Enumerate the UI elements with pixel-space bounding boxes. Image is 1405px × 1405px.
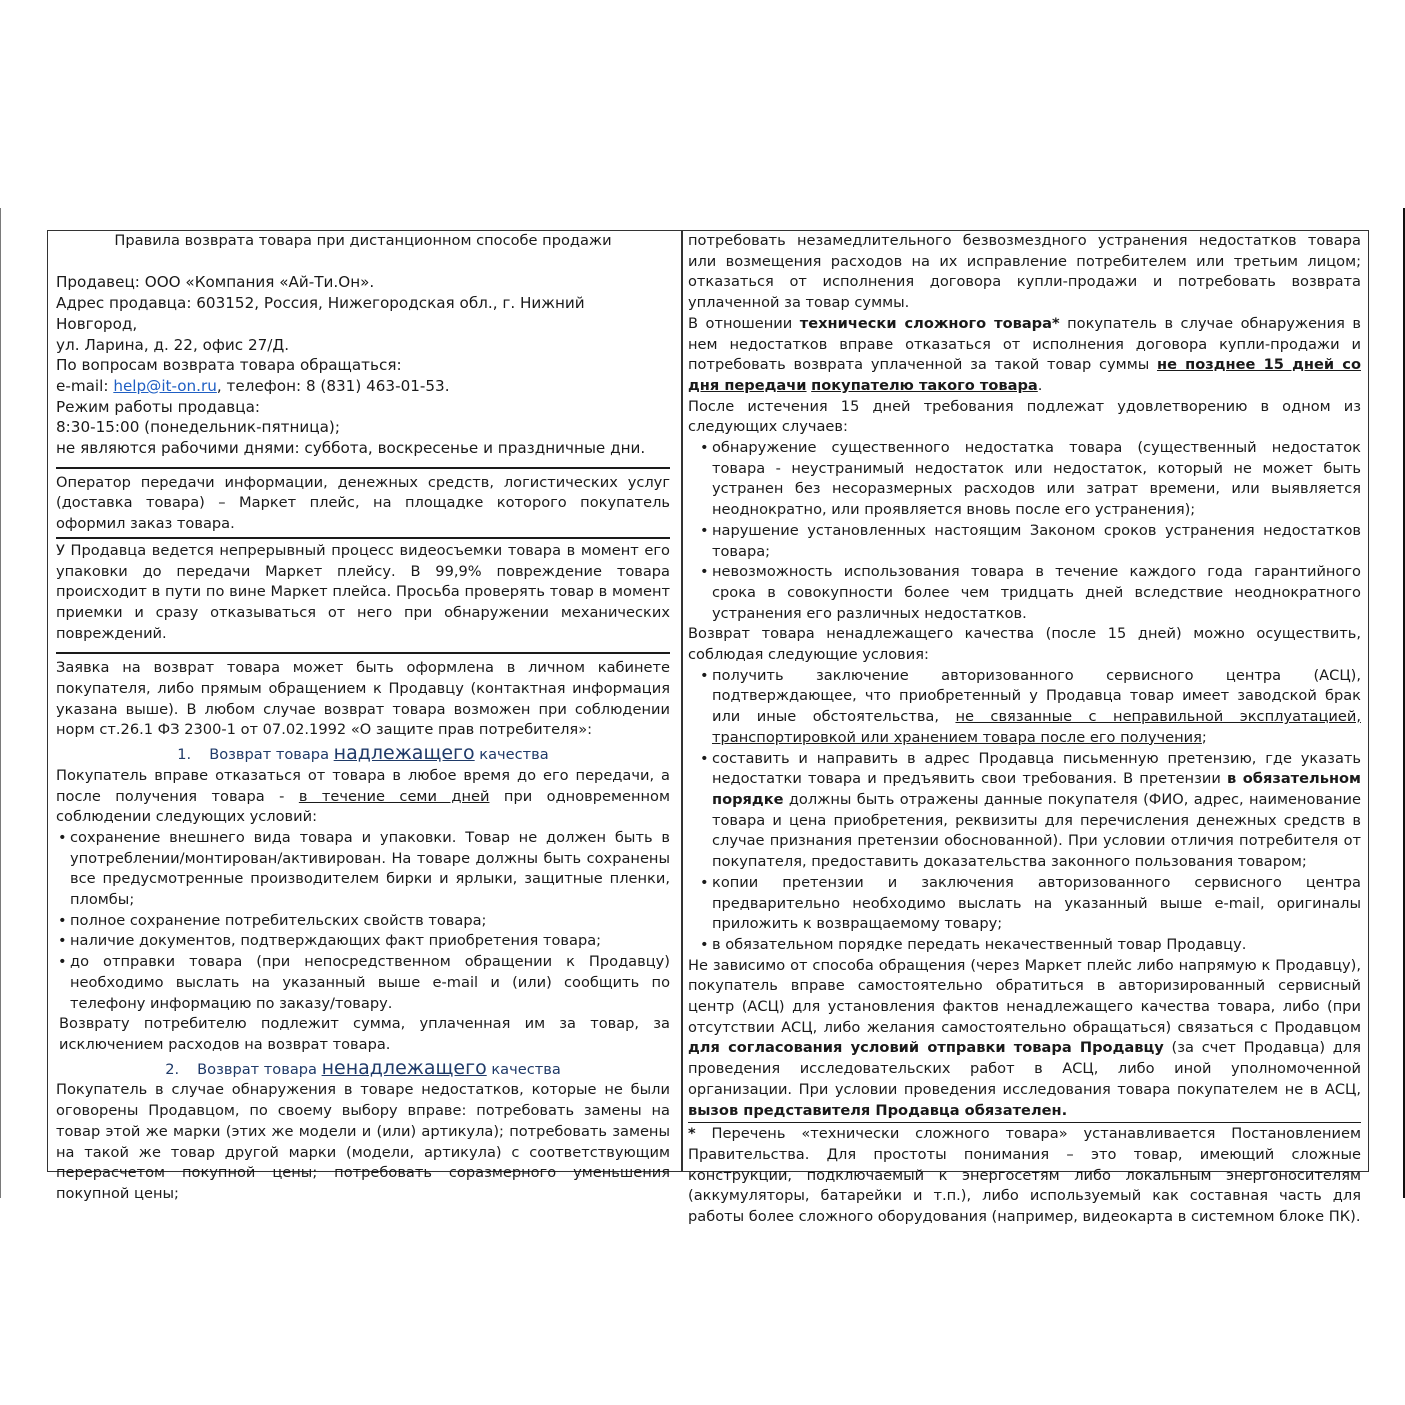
section-2-number: 2. — [165, 1060, 180, 1078]
column-divider — [681, 231, 683, 1171]
seller-address-1: Адрес продавца: 603152, Россия, Нижегородская обл., г. Нижний Новгород, — [56, 294, 585, 333]
conditions-list — [688, 666, 1361, 956]
cond2-c: должны быть отражены данные покупателя (ФИО, адрес, наименование товара и цена приобретения, реквизиты для перечисления денежных средств в случае признания претензии обоснованной). При условии отличия потребителя от покупателя, предоставить доказательства законного пользования товаром; — [712, 790, 1361, 871]
cond1-underlined: не связанные с неправильной эксплуатацией, транспортировкой или хранением товара после его получения — [712, 708, 1361, 746]
section-1-post: качества — [474, 746, 549, 764]
section-2-keyword: ненадлежащего — [321, 1056, 487, 1079]
list-item: • обнаружение существенного недостатка товара (существенный недостаток товара - неустранимый недостаток или недостаток, который не может быть устранен без несоразмерных расходов или затрат времени, или выявляется неоднократно, или проявляется вновь после его устранения); — [698, 438, 1361, 521]
list-item: • нарушение установленных настоящим Законом сроков устранения недостатков товара; — [698, 521, 1361, 562]
right-p3: После истечения 15 дней требования подлежат удовлетворению в одном из следующих случаев: — [688, 397, 1361, 436]
contact-line — [56, 376, 670, 397]
footnote-text: Перечень «технически сложного товара» устанавливается Постановлением Правительства. Для простоты понимания – это товар, имеющий сложные конструкции, подключаемый к энергосетям либо локальным энергоносителям (аккумуляторы, батарейки и т.п.), либо используемый как составная часть для работы более сложного оборудования (например, видеокарта в системном блоке ПК). — [688, 1125, 1361, 1226]
list-item: • наличие документов, подтверждающих факт приобретения товара; — [56, 931, 670, 952]
cond2-a: составить и направить в адрес Продавца письменную претензию, где указать недостатки товара и предъявить свои требования. В претензии — [712, 749, 1361, 788]
left-column — [56, 231, 670, 1205]
page-edge-left — [0, 208, 1, 1198]
video-text: У Продавца ведется непрерывный процесс видеосъемки товара в момент его упаковки до передачи Маркет плейсу. В 99,9% повреждение товара происходит в пути по вине Маркет плейса. Просьба проверять товар в момент приемки и сразу отказываться от него при обнаружении механических повреждений. — [56, 541, 670, 642]
right-p4: Возврат товара ненадлежащего качества (после 15 дней) можно осуществить, соблюдая следующие условия: — [688, 625, 1361, 664]
section-1-number: 1. — [177, 746, 192, 764]
hours: 8:30-15:00 (понедельник-пятница); — [56, 418, 340, 437]
list-item: • сохранение внешнего вида товара и упаковки. Товар не должен быть в употреблении/монтирован/активирован. На товаре должны быть сохранены все предусмотренные производителем бирки и ярлыки, защитные пленки, пломбы; — [56, 828, 670, 911]
separator — [56, 652, 670, 654]
seller-name: Продавец: ООО «Компания «Ай-Ти.Он». — [56, 273, 375, 292]
list-item: • полное сохранение потребительских свойств товара; — [56, 911, 670, 932]
p2-a: В отношении — [688, 314, 800, 332]
footnote-mark: * — [688, 1125, 696, 1143]
cond2-bold: в обязательном порядке — [712, 770, 1361, 808]
hours-title: Режим работы продавца: — [56, 397, 260, 416]
operator-text: Оператор передачи информации, денежных средств, логистических услуг (доставка товара) – Маркет плейс, на площадке которого покупатель оформил заказ товара. — [56, 473, 670, 533]
p5-bold-2: вызов представителя Продавца обязателен. — [688, 1101, 1068, 1119]
seller-info — [56, 272, 670, 458]
p5-a: Не зависимо от способа обращения (через Маркет плейс либо напрямую к Продавцу), покупатель вправе самостоятельно обратиться в авторизированный сервисный центр (АСЦ) для установления фактов ненадлежащего качества товара, либо (при отсутствии АСЦ, либо желания самостоятельно обращаться) связаться с Продавцом — [688, 956, 1361, 1036]
cond1-c: ; — [1201, 728, 1207, 746]
separator — [56, 467, 670, 469]
complex-goods-term: технически сложного товара* — [799, 314, 1060, 332]
section-1-intro — [56, 766, 670, 828]
fifteen-days-term: не позднее 15 дней со дня передачи — [688, 356, 1361, 394]
section-2-pre: Возврат товара — [197, 1060, 322, 1078]
section-1-intro-b: при одновременном соблюдении следующих условий: — [56, 787, 670, 826]
p5-bold-1: для согласования условий отправки товара Продавцу — [688, 1039, 1164, 1057]
list-item: • в обязательном порядке передать некачественный товар Продавцу. — [698, 935, 1361, 956]
p2-f: . — [1037, 376, 1043, 394]
cases-list — [688, 438, 1361, 624]
list-item — [698, 749, 1361, 873]
claim-text: Заявка на возврат товара может быть оформлена в личном кабинете покупателя, либо прямым обращением к Продавцу (контактная информация указана выше). В любом случае возврат товара возможен при соблюдении норм ст.26.1 ФЗ 2300-1 от 07.02.1992 «О защите прав потребителя»: — [56, 659, 670, 739]
section-1-keyword: надлежащего — [333, 742, 475, 765]
cond1-a: получить заключение авторизованного сервисного центра (АСЦ), подтверждающее, что приобретенный у Продавца товар имеет заводской брак или иные обстоятельства, — [712, 666, 1361, 726]
seller-address-2: ул. Ларина, д. 22, офис 27/Д. — [56, 335, 290, 354]
section-1-pre: Возврат товара — [209, 746, 334, 764]
p2-c: покупатель в случае обнаружения в нем недостатков вправе отказаться от исполнения договора купли-продажи и потребовать возврата уплаченной за такой товар суммы — [688, 314, 1361, 374]
separator — [56, 537, 670, 539]
right-column — [688, 231, 1361, 1228]
right-p5 — [688, 956, 1361, 1122]
seven-days-term: в течение семи дней — [298, 787, 490, 805]
contact-intro: По вопросам возврата товара обращаться: — [56, 356, 402, 375]
page-title: Правила возврата товара при дистанционном способе продажи — [114, 232, 612, 249]
fifteen-days-term-2: покупателю такого товара — [811, 376, 1038, 394]
section-2-post: качества — [486, 1060, 561, 1078]
email-link[interactable]: help@it-on.ru — [113, 376, 217, 395]
days-off: не являются рабочими днями: суббота, воскресенье и праздничные дни. — [56, 439, 646, 458]
complex-goods-paragraph — [688, 314, 1361, 397]
separator — [688, 1122, 1361, 1123]
refund-text: Возврату потребителю подлежит сумма, уплаченная им за товар, за исключением расходов на возврат товара. — [59, 1015, 670, 1053]
list-item — [698, 666, 1361, 749]
section-1-conditions — [56, 828, 670, 1014]
list-item: • копии претензии и заключения авторизованного сервисного центра предварительно необходимо выслать на указанный выше e-mail, оригиналы приложить к возвращаемому товару; — [698, 873, 1361, 935]
section-1-intro-a: Покупатель вправе отказаться от товара в любое время до его передачи, а после получения товара - — [56, 766, 670, 805]
email-prefix: e-mail: — [56, 376, 114, 395]
section-2-text: Покупатель в случае обнаружения в товаре недостатков, которые не были оговорены Продавцом, по своему выбору вправе: потребовать замены на товар этой же марки (этих же модели и (или) артикула); потребовать замены на такой же товар другой марки (модели, артикула) с соответствующим перерасчетом покупной цены; потребовать соразмерного уменьшения покупной цены; — [56, 1081, 670, 1202]
document-frame — [47, 230, 1369, 1226]
footnote — [688, 1124, 1361, 1228]
list-item: • до отправки товара (при непосредственном обращении к Продавцу) необходимо выслать на указанный выше e-mail и (или) сообщить по телефону информацию по заказу/товару. — [56, 952, 670, 1014]
phone: , телефон: 8 (831) 463-01-53. — [216, 376, 450, 395]
list-item: • невозможность использования товара в течение каждого года гарантийного срока в совокупности более чем тридцать дней вследствие неоднократного устранения его различных недостатков. — [698, 562, 1361, 624]
section-1-heading — [56, 743, 670, 766]
p5-c: (за счет Продавца) для проведения исследовательских работ в АСЦ, либо иной уполномоченной организации. При условии проведения исследования товара покупателем не в АСЦ, — [688, 1039, 1361, 1098]
right-p1: потребовать незамедлительного безвозмездного устранения недостатков товара или возмещения расходов на их исправление потребителем или третьим лицом; отказаться от исполнения договора купли-продажи и потребовать возврата уплаченной за товар суммы. — [688, 232, 1361, 312]
section-2-heading — [56, 1058, 670, 1081]
